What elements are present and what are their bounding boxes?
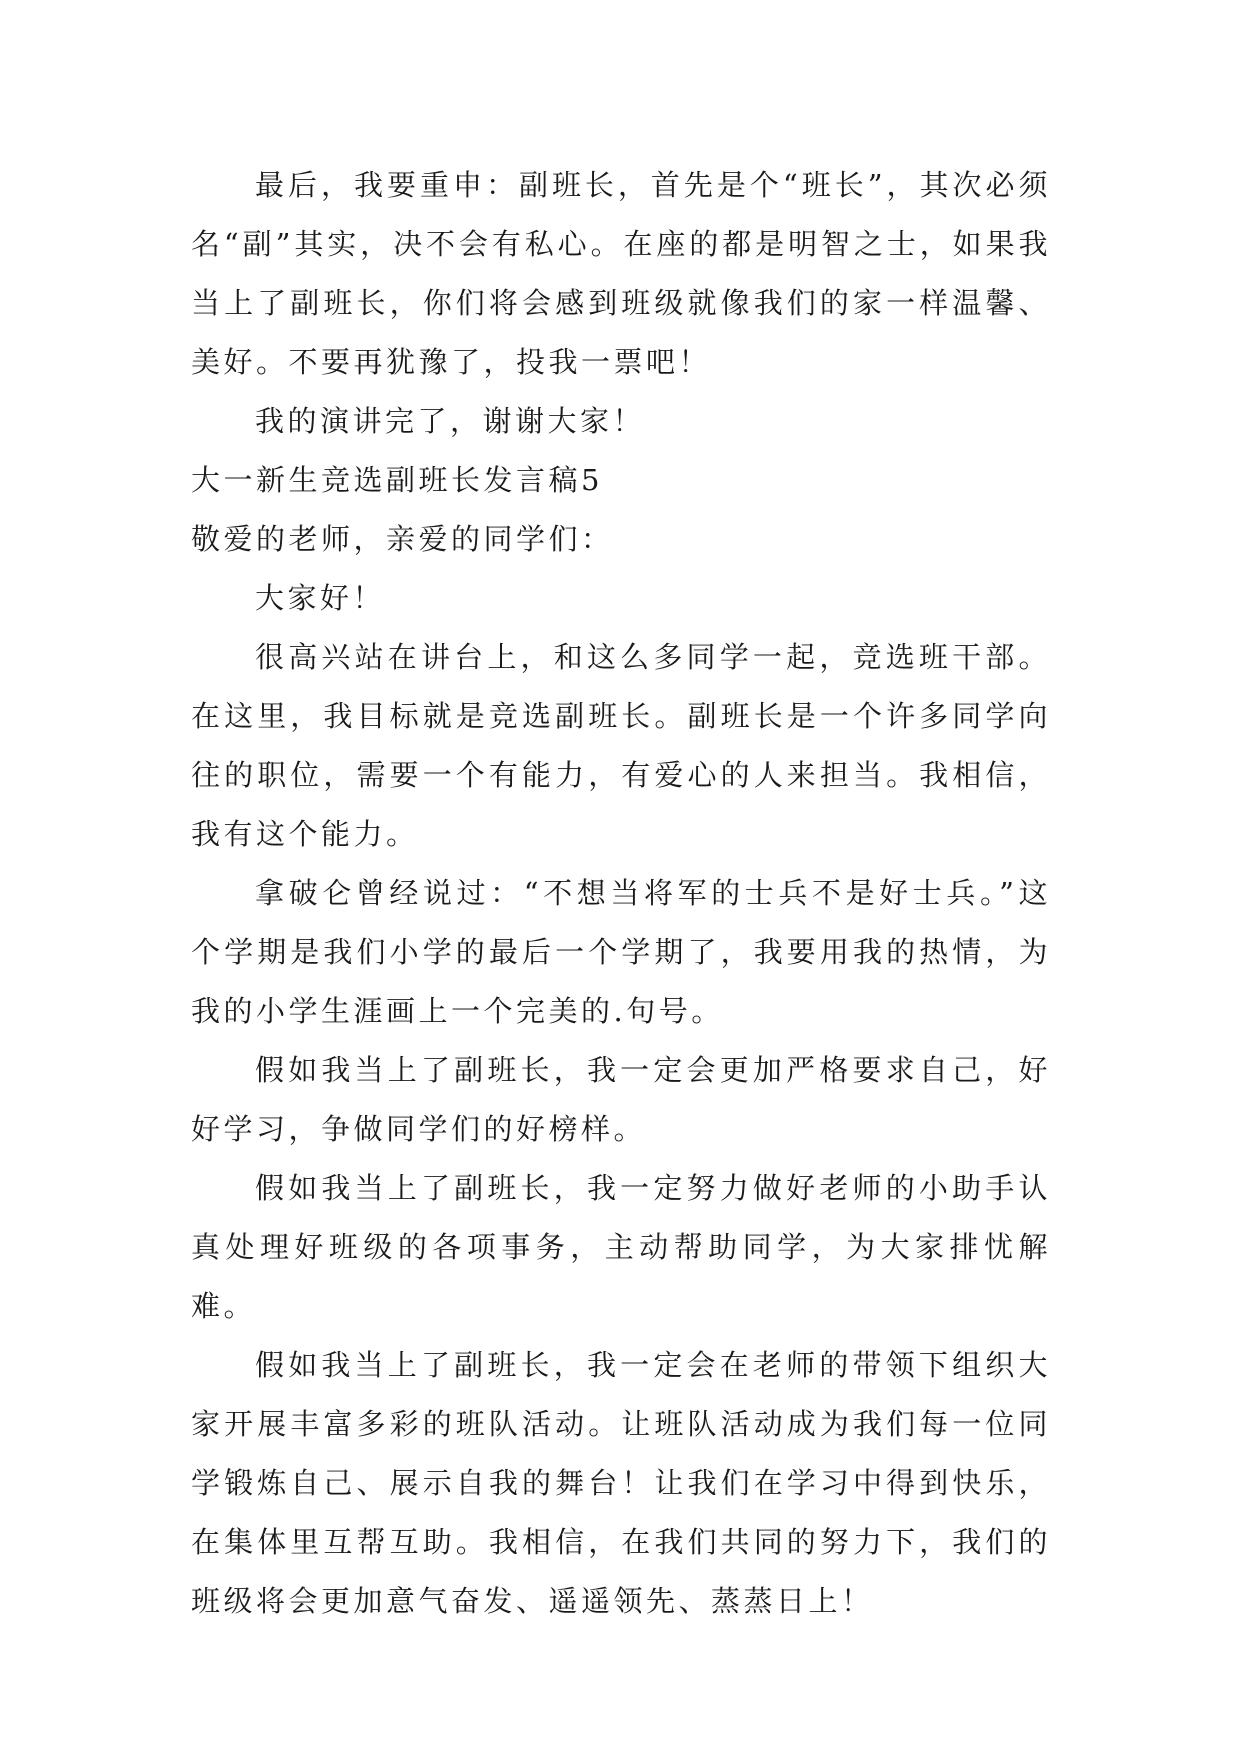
greeting: 大家好！: [255, 581, 386, 615]
paragraph-pledge-study: 假如我当上了副班长，我一定会更加严格要求自己，好好学习，争做同学们的好榜样。: [191, 1053, 1051, 1146]
paragraph-napoleon-quote: 拿破仑曾经说过：“不想当将军的士兵不是好士兵。”这个学期是我们小学的最后一个学期了，我要用我的热情，为我的小学生涯画上一个完美的.句号。: [191, 876, 1051, 1028]
paragraph-pledge-activities: 假如我当上了副班长，我一定会在老师的带领下组织大家开展丰富多彩的班队活动。让班队活动成为我们每一位同学锻炼自己、展示自我的舞台！让我们在学习中得到快乐，在集体里互帮互助。我相信，在我们共同的努力下，我们的班级将会更加意气奋发、遥遥领先、蒸蒸日上！: [191, 1348, 1051, 1618]
section-title: 大一新生竞选副班长发言稿5: [191, 463, 603, 497]
document-body: [191, 156, 1051, 1631]
salutation: 敬爱的老师，亲爱的同学们：: [191, 522, 614, 556]
paragraph-pledge-assist: 假如我当上了副班长，我一定努力做好老师的小助手认真处理好班级的各项事务，主动帮助同学，为大家排忧解难。: [191, 1171, 1051, 1323]
paragraph-closing-appeal: 最后，我要重申：副班长，首先是个“班长”，其次必须名“副”其实，决不会有私心。在座的都是明智之士，如果我当上了副班长，你们将会感到班级就像我们的家一样温馨、美好。不要再犹豫了，投我一票吧！: [191, 168, 1051, 379]
paragraph-thanks: 我的演讲完了，谢谢大家！: [255, 404, 646, 438]
paragraph-introduction: 很高兴站在讲台上，和这么多同学一起，竞选班干部。在这里，我目标就是竞选副班长。副班长是一个许多同学向往的职位，需要一个有能力，有爱心的人来担当。我相信，我有这个能力。: [191, 640, 1051, 851]
